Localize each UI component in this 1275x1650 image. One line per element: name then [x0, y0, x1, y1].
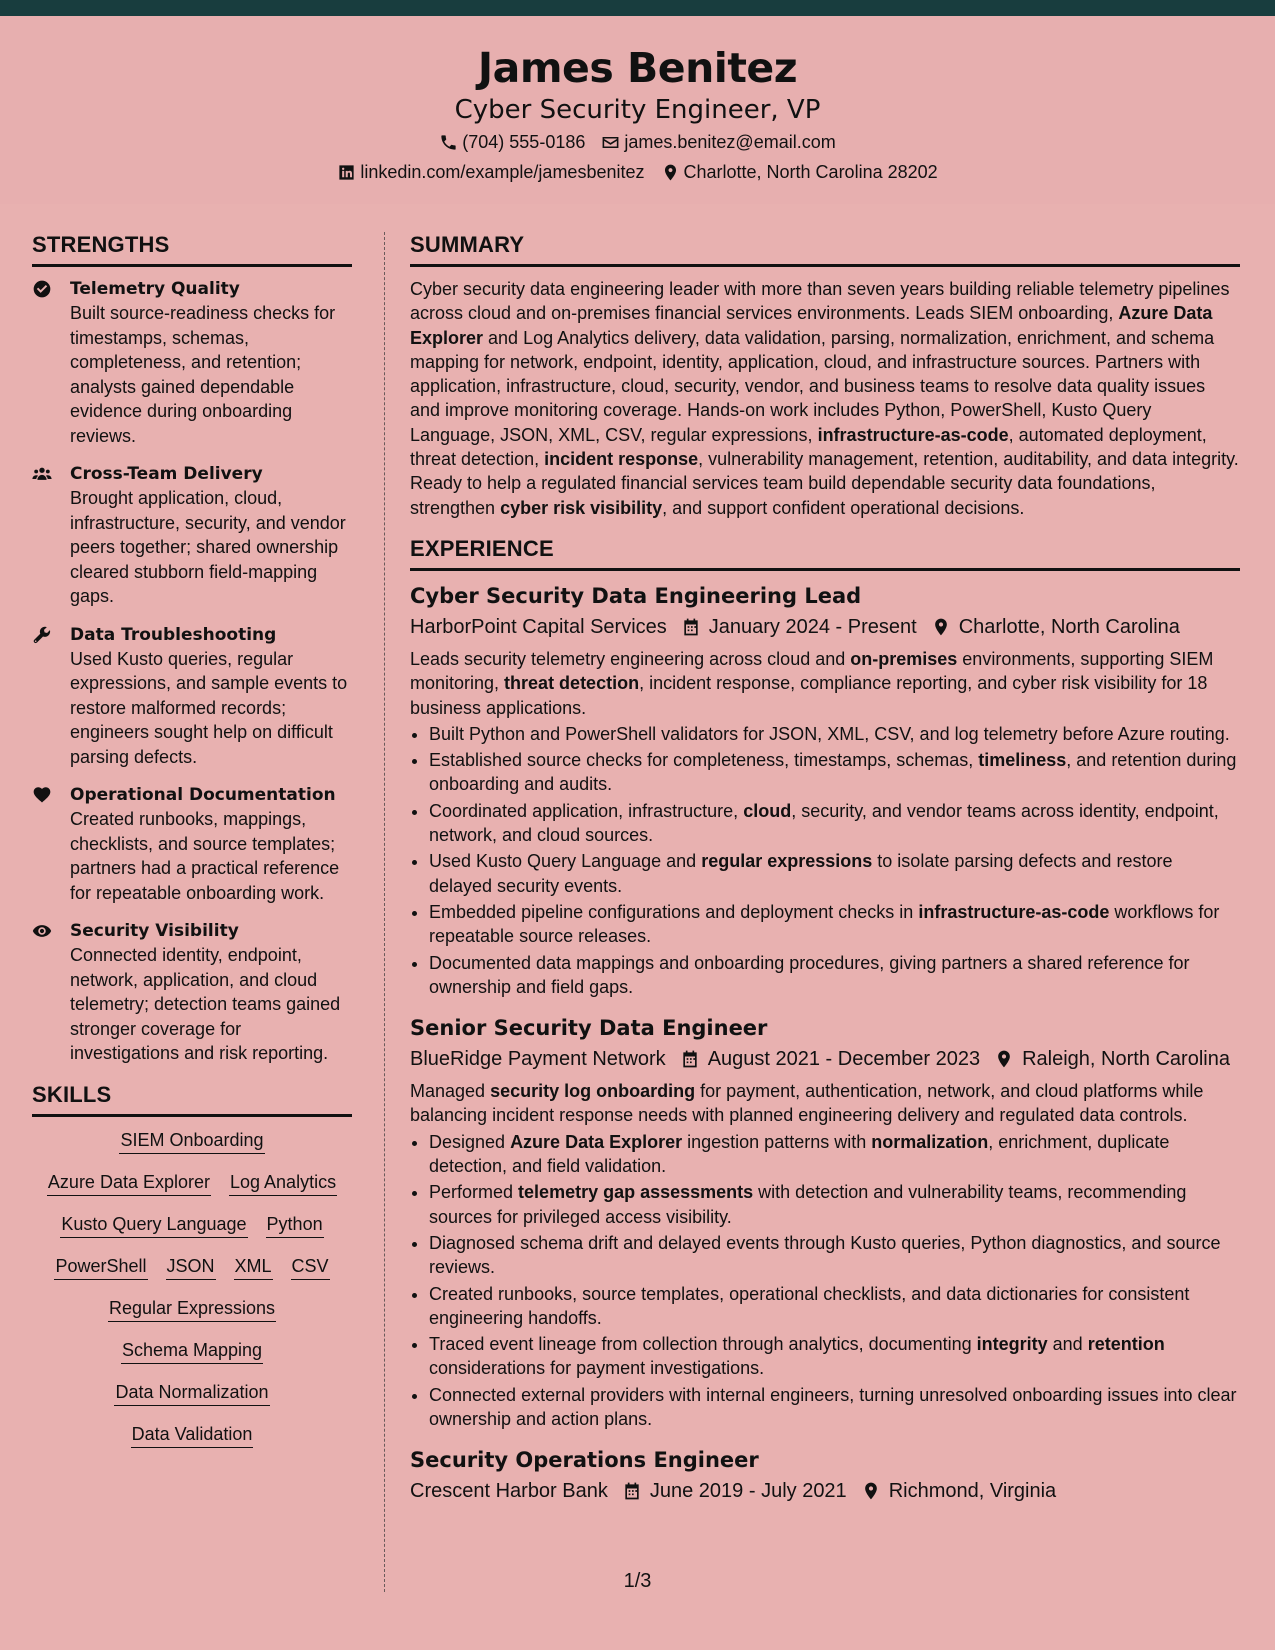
candidate-title: Cyber Security Engineer, VP: [454, 95, 821, 125]
text-segment: Traced event lineage from collection through analytics, documenting: [429, 1334, 977, 1355]
job-location-wrap: [994, 1043, 1230, 1075]
strength-title: Operational Documentation: [70, 785, 336, 805]
resume-header: [0, 16, 1275, 204]
text-segment: and: [1047, 1334, 1088, 1355]
skill-tag: Regular Expressions: [108, 1295, 276, 1322]
skill-tag: JSON: [166, 1253, 216, 1280]
job-entry: [410, 581, 1240, 999]
right-column: [410, 230, 1240, 1521]
contact-row-2: [0, 157, 1275, 187]
skill-row: [32, 1379, 352, 1406]
text-segment: , enrichment, duplicate detection, and field validation.: [429, 1131, 1170, 1177]
job-entry: [410, 1013, 1240, 1431]
location-text: Charlotte, North Carolina 28202: [683, 162, 938, 182]
strengths-list: [32, 277, 352, 1066]
map-pin-icon: [861, 1481, 881, 1501]
strength-item: [32, 277, 352, 448]
top-accent-bar: [0, 0, 1275, 16]
strength-body: [70, 919, 352, 1066]
text-segment: Performed: [429, 1182, 519, 1203]
text-segment: Established source checks for completeness, timestamps, schemas,: [429, 750, 979, 771]
strength-title: Telemetry Quality: [70, 279, 240, 299]
job-bullet: [429, 849, 1240, 898]
bold-text: regular expressions: [701, 851, 873, 872]
text-segment: workflows for repeatable source releases.: [429, 901, 1220, 947]
text-segment: , and retention during onboarding and audits.: [429, 750, 1237, 795]
strength-body: [70, 783, 352, 905]
job-location-wrap: [931, 611, 1180, 643]
contact-location: [661, 157, 938, 187]
text-segment: to isolate parsing defects and restore delayed security events.: [429, 851, 1173, 896]
text-segment: Built Python and PowerShell validators for JSON, XML, CSV, and log telemetry before Azure routing.: [429, 723, 1230, 744]
users-icon: [32, 464, 52, 484]
strength-desc: Built source-readiness checks for timestamps, schemas, completeness, and retention; analysts gained dependable evidence during onboarding reviews.: [70, 303, 336, 446]
skill-tag: Data Normalization: [114, 1379, 269, 1406]
skill-tag: Python: [266, 1211, 324, 1238]
text-segment: , incident response, compliance reporting, and cyber risk visibility for 18 business applications.: [410, 673, 1208, 718]
skill-tag: CSV: [291, 1253, 330, 1280]
bold-text: infrastructure-as-code: [817, 424, 1009, 445]
text-segment: , security, and vendor teams across identity, endpoint, network, and cloud sources.: [429, 800, 1219, 846]
job-dates-wrap: [681, 611, 917, 643]
text-segment: Diagnosed schema drift and delayed events through Kusto queries, Python diagnostics, and source reviews.: [429, 1232, 1221, 1278]
strengths-heading: STRENGTHS: [32, 230, 352, 267]
bold-text: threat detection: [504, 673, 640, 694]
skill-row: [32, 1127, 352, 1154]
job-description: [410, 1079, 1240, 1128]
text-segment: and Log Analytics delivery, data validation, parsing, normalization, enrichment, and schema mapping for network, endpoint, identity, application, cloud, and infrastructure sources. Partners with application, infrastructure, cloud, security, vendor, and business teams to resolve data quality issues and improve monitoring coverage. Hands-on work includes Python, PowerShell, Kusto Query Language, JSON, XML, CSV, regular expressions,: [410, 327, 1215, 445]
job-description: [410, 647, 1240, 720]
bold-text: security log onboarding: [490, 1081, 696, 1102]
skill-row: [32, 1421, 352, 1448]
skills-heading: SKILLS: [32, 1080, 352, 1117]
job-meta: [410, 611, 1240, 643]
strength-body: [70, 462, 352, 609]
skill-tag: Schema Mapping: [121, 1337, 263, 1364]
job-bullet: [429, 799, 1240, 848]
skill-row: [32, 1295, 352, 1322]
job-dates: June 2019 - July 2021: [649, 1480, 847, 1503]
contact-linkedin[interactable]: [337, 157, 644, 187]
text-segment: for payment, authentication, network, and cloud platforms while balancing incident response needs with planned engineering delivery and regulated data controls.: [410, 1081, 1204, 1126]
page-number: 1/3: [623, 1570, 652, 1592]
skill-tag: SIEM Onboarding: [119, 1127, 264, 1154]
bold-text: Azure Data Explorer: [510, 1131, 683, 1152]
job-bullet: [429, 1180, 1240, 1229]
skill-tag: Azure Data Explorer: [47, 1169, 211, 1196]
text-segment: Cyber security data engineering leader with more than seven years building reliable telemetry pipelines across cloud and on-premises financial services environments. Leads SIEM onboarding,: [410, 279, 1230, 324]
heart-icon: [32, 785, 52, 805]
bold-text: telemetry gap assessments: [518, 1182, 754, 1203]
bold-text: normalization: [871, 1131, 989, 1152]
strength-item: [32, 919, 352, 1066]
bold-text: on-premises: [850, 648, 958, 669]
job-location: Raleigh, North Carolina: [1022, 1048, 1230, 1071]
skill-row: [32, 1169, 352, 1196]
bold-text: Azure Data Explorer: [410, 303, 1213, 348]
job-bullet: [429, 722, 1240, 746]
left-column: [32, 230, 352, 1463]
job-location: Charlotte, North Carolina: [958, 615, 1180, 638]
skill-row: [32, 1337, 352, 1364]
text-segment: with detection and vulnerability teams, recommending sources for privileged access visibility.: [429, 1182, 1187, 1227]
map-pin-icon: [994, 1049, 1014, 1069]
skill-tag: Kusto Query Language: [60, 1211, 247, 1238]
text-segment: considerations for payment investigations.: [429, 1358, 765, 1379]
phone-text: (704) 555-0186: [462, 132, 586, 152]
strength-desc: Connected identity, endpoint, network, application, and cloud telemetry; detection teams gained stronger coverage for investigations and risk reporting.: [70, 945, 341, 1063]
calendar-icon: [622, 1481, 642, 1501]
summary-text: [410, 277, 1240, 520]
job-dates-wrap: [680, 1043, 980, 1075]
skill-tag: PowerShell: [54, 1253, 147, 1280]
strength-item: [32, 783, 352, 905]
column-divider: [384, 232, 385, 1592]
strength-body: [70, 277, 352, 448]
strength-body: [70, 623, 352, 770]
job-title: Cyber Security Data Engineering Lead: [410, 583, 862, 608]
job-location-wrap: [861, 1475, 1057, 1507]
linkedin-icon: [337, 163, 356, 182]
strength-item: [32, 623, 352, 770]
map-pin-icon: [661, 163, 680, 182]
job-bullet: [429, 951, 1240, 1000]
contact-row-1: [0, 127, 1275, 157]
job-company: HarborPoint Capital Services: [410, 615, 667, 638]
job-bullets: [410, 722, 1240, 999]
job-title: Security Operations Engineer: [410, 1448, 759, 1473]
text-segment: Used Kusto Query Language and: [429, 851, 702, 872]
text-segment: Created runbooks, source templates, operational checklists, and data dictionaries for consistent engineering handoffs.: [429, 1283, 1190, 1328]
job-dates-wrap: [622, 1475, 847, 1507]
text-segment: , automated deployment, threat detection,: [410, 424, 1207, 470]
strength-item: [32, 462, 352, 609]
skill-row: [32, 1253, 352, 1280]
text-segment: , vulnerability management, retention, auditability, and data integrity. Ready to help a regulated financial services team build dependable security data foundations, strengthen: [410, 449, 1239, 518]
job-bullet: [429, 748, 1240, 797]
job-bullet: [429, 1130, 1240, 1179]
text-segment: , and support confident operational decisions.: [662, 497, 1025, 518]
check-circle-icon: [32, 279, 52, 299]
job-bullet: [429, 1383, 1240, 1432]
text-segment: Coordinated application, infrastructure,: [429, 800, 744, 821]
text-segment: Designed: [429, 1131, 511, 1152]
map-pin-icon: [931, 617, 951, 637]
bold-text: cloud: [743, 800, 792, 821]
contact-email[interactable]: [601, 127, 835, 157]
skills-list: [32, 1127, 352, 1448]
job-company: Crescent Harbor Bank: [410, 1480, 608, 1503]
wrench-icon: [32, 625, 52, 645]
bold-text: integrity: [976, 1334, 1048, 1355]
job-bullet: [429, 900, 1240, 949]
strength-desc: Created runbooks, mappings, checklists, and source templates; partners had a practical reference for repeatable onboarding work.: [70, 809, 340, 903]
candidate-name: James Benitez: [477, 44, 798, 92]
job-meta: [410, 1475, 1240, 1507]
text-segment: Documented data mappings and onboarding procedures, giving partners a shared reference for ownership and field gaps.: [429, 952, 1190, 997]
skill-tag: Log Analytics: [229, 1169, 337, 1196]
job-location: Richmond, Virginia: [888, 1480, 1057, 1503]
strength-icon-wrap: [32, 623, 70, 770]
text-segment: Leads security telemetry engineering across cloud and: [410, 648, 851, 669]
text-segment: ingestion patterns with: [682, 1131, 872, 1152]
strength-title: Cross-Team Delivery: [70, 464, 263, 484]
jobs-list: [410, 581, 1240, 1507]
strength-desc: Used Kusto queries, regular expressions, and sample events to restore malformed records; engineers sought help on difficult parsing defects.: [70, 648, 348, 767]
job-title: Senior Security Data Engineer: [410, 1016, 768, 1041]
calendar-icon: [680, 1049, 700, 1069]
text-segment: Managed: [410, 1081, 491, 1102]
strength-title: Security Visibility: [70, 921, 239, 941]
job-company: BlueRidge Payment Network: [410, 1048, 666, 1071]
bold-text: timeliness: [978, 750, 1067, 771]
email-text: james.benitez@email.com: [624, 132, 836, 152]
bold-text: cyber risk visibility: [500, 497, 663, 518]
contact-phone[interactable]: [439, 127, 585, 157]
bold-text: incident response: [544, 449, 699, 470]
text-segment: Embedded pipeline configurations and deployment checks in: [429, 901, 919, 922]
phone-icon: [439, 133, 458, 152]
job-dates: August 2021 - December 2023: [707, 1048, 981, 1071]
bold-text: infrastructure-as-code: [918, 901, 1110, 922]
skill-tag: XML: [234, 1253, 273, 1280]
job-bullet: [429, 1332, 1240, 1381]
experience-heading: EXPERIENCE: [410, 534, 1240, 571]
strength-icon-wrap: [32, 462, 70, 609]
job-entry: [410, 1445, 1240, 1507]
eye-icon: [32, 921, 52, 941]
strength-title: Data Troubleshooting: [70, 624, 277, 645]
strength-icon-wrap: [32, 277, 70, 448]
strength-icon-wrap: [32, 783, 70, 905]
job-bullet: [429, 1282, 1240, 1331]
job-bullet: [429, 1231, 1240, 1280]
envelope-icon: [601, 133, 620, 152]
skill-tag: Data Validation: [131, 1421, 254, 1448]
text-segment: Connected external providers with internal engineers, turning unresolved onboarding issues into clear ownership and action plans.: [429, 1384, 1237, 1429]
summary-heading: SUMMARY: [410, 230, 1240, 267]
bold-text: retention: [1087, 1334, 1165, 1355]
strength-desc: Brought application, cloud, infrastructure, security, and vendor peers together; shared ownership cleared stubborn field-mapping gaps.: [70, 488, 346, 606]
skill-row: [32, 1211, 352, 1238]
job-meta: [410, 1043, 1240, 1075]
job-bullets: [410, 1130, 1240, 1432]
text-segment: environments, supporting SIEM monitoring,: [410, 648, 1214, 694]
strength-icon-wrap: [32, 919, 70, 1066]
job-dates: January 2024 - Present: [708, 615, 917, 638]
calendar-icon: [681, 617, 701, 637]
linkedin-text: linkedin.com/example/jamesbenitez: [360, 162, 645, 182]
